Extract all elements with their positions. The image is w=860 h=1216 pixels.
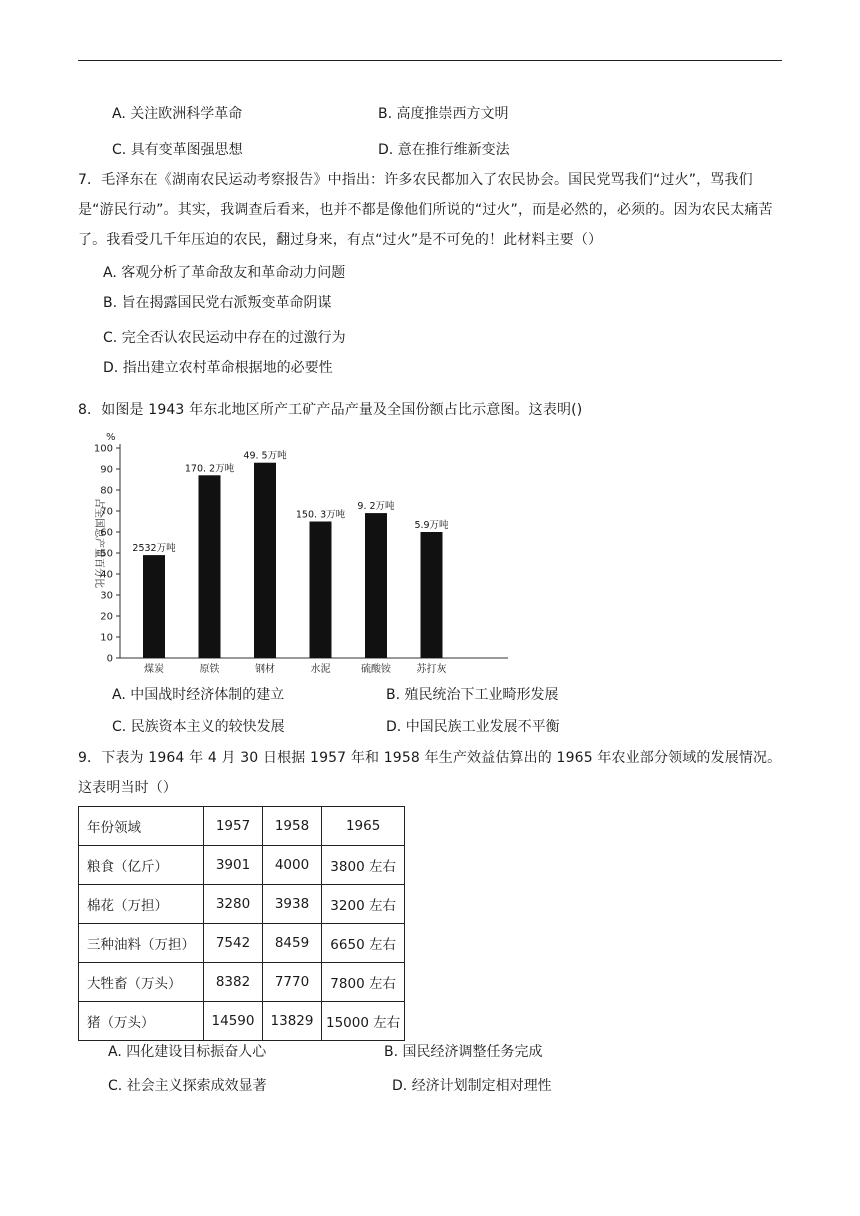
y-tick-label: 30 [100,590,113,602]
y-tick-label: 50 [100,548,113,560]
y-tick-label: 70 [100,506,113,518]
table-cell: 3901 [204,846,263,885]
y-unit-label: % [106,432,116,443]
agriculture-table [78,806,405,1041]
table-row [79,846,405,885]
bar-data-label: 2532万吨 [132,543,176,555]
q9-option-a[interactable]: A. 四化建设目标振奋人心 [108,1044,267,1060]
table-row [79,924,405,963]
bar-data-label: 5.9万吨 [414,520,449,531]
q8-option-a[interactable]: A. 中国战时经济体制的建立 [112,687,285,703]
table-cell: 三种油料（万担） [79,924,204,963]
y-tick-label: 90 [100,464,113,476]
y-tick-label: 40 [100,569,113,581]
table-header-cell: 1957 [204,807,263,846]
q6-option-c[interactable]: C. 具有变革图强思想 [112,142,243,158]
table-cell: 棉花（万担） [79,885,204,924]
x-tick-label: 水泥 [310,664,331,675]
table-cell: 7800 左右 [322,963,405,1002]
q8-stem: 8．如图是 1943 年东北地区所产工矿产品产量及全国份额占比示意图。这表明() [78,402,583,418]
table-cell: 8459 [263,924,322,963]
q6-option-a[interactable]: A. 关注欧洲科学革命 [112,106,243,122]
q8-option-b[interactable]: B. 殖民统治下工业畸形发展 [386,687,559,703]
y-tick-label: 100 [93,443,113,455]
bar-data-label: 49. 5万吨 [243,450,287,462]
table-cell: 粮食（亿斤） [79,846,204,885]
table-row [79,963,405,1002]
q8-option-c[interactable]: C. 民族资本主义的较快发展 [112,719,285,735]
x-tick-label: 硫酸铵 [361,664,391,675]
q6-option-b[interactable]: B. 高度推崇西方文明 [378,106,509,122]
q7-option-d[interactable]: D. 指出建立农村革命根据地的必要性 [103,360,333,376]
y-tick-label: 60 [100,527,113,539]
table-header-cell: 1958 [263,807,322,846]
table-cell: 8382 [204,963,263,1002]
bar [365,513,387,658]
bar-data-label: 170. 2万吨 [184,463,235,475]
table-cell: 3280 [204,885,263,924]
q6-option-d[interactable]: D. 意在推行维新变法 [378,142,510,158]
table-cell: 15000 左右 [322,1002,405,1041]
x-tick-label: 钢材 [255,664,275,675]
table-header-row [79,807,405,846]
q7-option-b[interactable]: B. 旨在揭露国民党右派叛变革命阴谋 [103,295,332,311]
bar [310,522,332,659]
table-cell: 3938 [263,885,322,924]
table-header-cell: 1965 [322,807,405,846]
x-tick-label: 苏打灰 [416,664,447,675]
bar [254,463,276,658]
table-cell: 3200 左右 [322,885,405,924]
y-tick-label: 0 [106,653,113,665]
bar-data-label: 150. 3万吨 [295,509,346,521]
table-cell: 3800 左右 [322,846,405,885]
x-tick-label: 原铁 [199,664,220,675]
q8-option-d[interactable]: D. 中国民族工业发展不平衡 [386,719,560,735]
table-row [79,885,405,924]
q7-option-c[interactable]: C. 完全否认农民运动中存在的过激行为 [103,330,346,346]
q9-stem: 9．下表为 1964 年 4 月 30 日根据 1957 年和 1958 年生产效益估算出的 1965 年农业部分领域的发展情况。这表明当时（） [78,750,782,796]
bar-data-label: 9. 2万吨 [357,501,395,513]
q7-stem: 7．毛泽东在《湖南农民运动考察报告》中指出：许多农民都加入了农民协会。国民党骂我们“过火”，骂我们是“游民行动”。其实，我调查后看来，也并不都是像他们所说的“过火”，而是必然的，必须的。因为农民太痛苦了。我看受几千年压迫的农民，翻过身来，有点“过火”是不可免的！此材料主要（） [78,172,773,248]
table-header-cell: 年份领域 [79,807,204,846]
y-tick-label: 10 [100,632,113,644]
table-cell: 13829 [263,1002,322,1041]
bar [143,555,165,658]
table-cell: 大牲畜（万头） [79,963,204,1002]
table-cell: 14590 [204,1002,263,1041]
table-row [79,1002,405,1041]
bar-chart [80,428,520,678]
bar [199,475,221,658]
y-tick-label: 80 [100,485,113,497]
bar [421,532,443,658]
q7-option-a[interactable]: A. 客观分析了革命敌友和革命动力问题 [103,265,346,281]
table-cell: 6650 左右 [322,924,405,963]
y-axis-title: 占全国总产量百分比 [93,498,104,588]
header-rule [78,60,782,61]
q9-option-d[interactable]: D. 经济计划制定相对理性 [392,1078,552,1094]
y-tick-label: 20 [100,611,113,623]
q9-option-c[interactable]: C. 社会主义探索成效显著 [108,1078,267,1094]
table-cell: 7542 [204,924,263,963]
table-cell: 猪（万头） [79,1002,204,1041]
q9-option-b[interactable]: B. 国民经济调整任务完成 [384,1044,543,1060]
x-tick-label: 煤炭 [144,664,164,675]
table-cell: 7770 [263,963,322,1002]
table-cell: 4000 [263,846,322,885]
